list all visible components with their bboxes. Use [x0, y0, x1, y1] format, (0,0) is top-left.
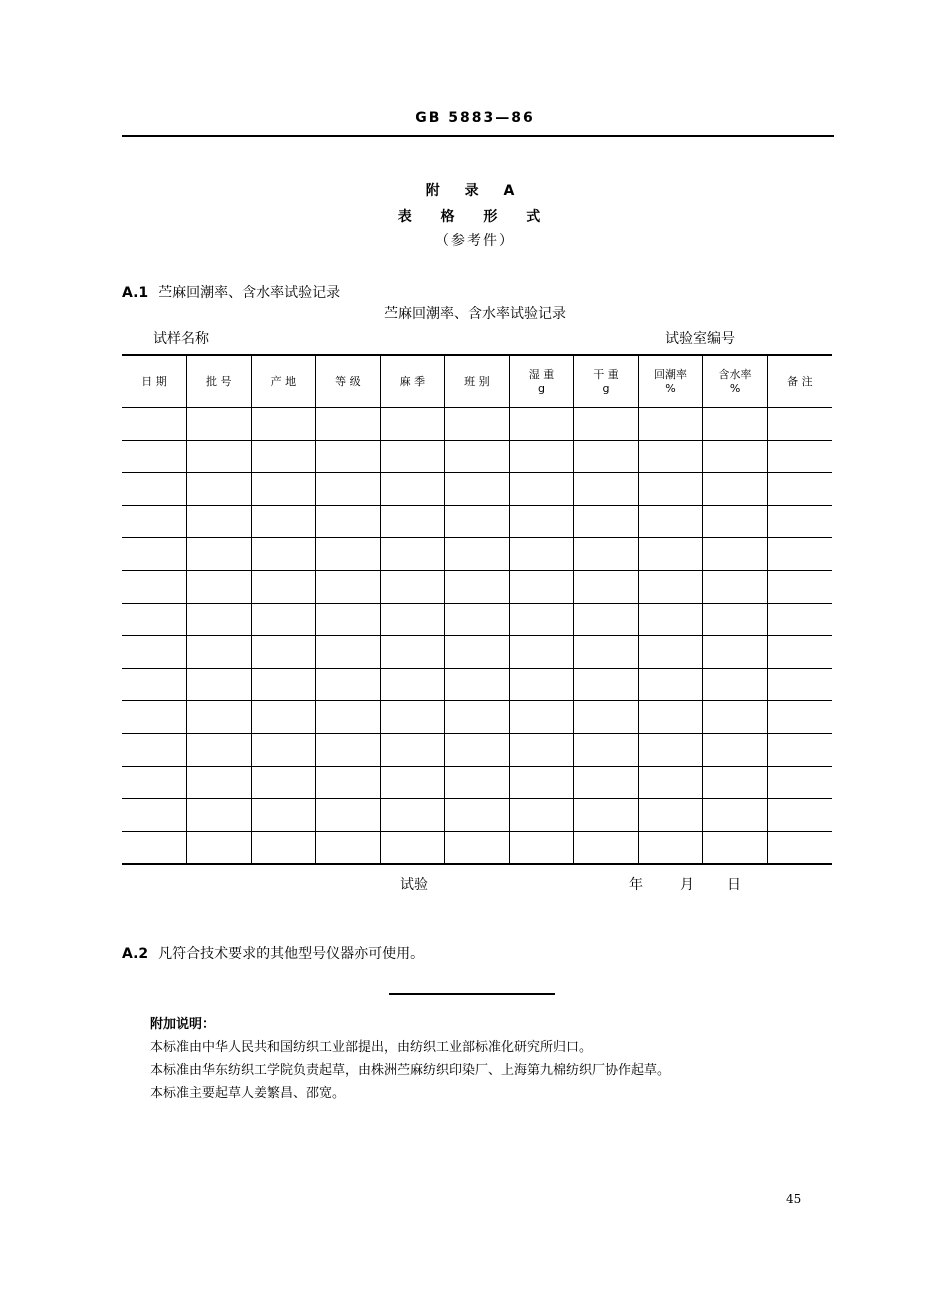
table-cell[interactable]	[509, 440, 574, 473]
table-cell[interactable]	[187, 505, 252, 538]
table-cell[interactable]	[445, 799, 510, 832]
table-cell[interactable]	[122, 831, 187, 864]
signature-day-label: 日	[727, 877, 741, 893]
table-cell[interactable]	[380, 473, 445, 506]
table-cell[interactable]	[638, 603, 703, 636]
table-cell[interactable]	[767, 408, 832, 441]
column-header	[251, 355, 316, 408]
table-cell[interactable]	[316, 701, 381, 734]
table-cell[interactable]	[703, 473, 768, 506]
column-header	[316, 355, 381, 408]
table-cell[interactable]	[767, 766, 832, 799]
table-cell[interactable]	[187, 668, 252, 701]
signature-month-label: 月	[680, 877, 694, 893]
column-header-unit: g	[602, 381, 610, 395]
column-header-label: 麻 季	[399, 374, 426, 388]
table-row	[122, 701, 832, 734]
table-caption: 苎麻回潮率、含水率试验记录	[384, 306, 566, 322]
table-cell[interactable]	[703, 799, 768, 832]
column-header-label: 班 别	[464, 374, 490, 388]
table-cell[interactable]	[574, 636, 639, 669]
table-cell[interactable]	[509, 831, 574, 864]
table-cell[interactable]	[638, 538, 703, 571]
table-row	[122, 733, 832, 766]
table-cell[interactable]	[251, 505, 316, 538]
column-header	[380, 355, 445, 408]
table-cell[interactable]	[767, 831, 832, 864]
table-cell[interactable]	[316, 473, 381, 506]
table-cell[interactable]	[445, 831, 510, 864]
additional-note-line: 本标准由中华人民共和国纺织工业部提出，由纺织工业部标准化研究所归口。	[150, 1040, 593, 1055]
table-cell[interactable]	[251, 636, 316, 669]
column-header-unit: g	[537, 381, 545, 395]
table-cell[interactable]	[251, 733, 316, 766]
table-cell[interactable]	[122, 668, 187, 701]
table-cell[interactable]	[767, 473, 832, 506]
table-cell[interactable]	[445, 505, 510, 538]
record-table	[122, 354, 832, 865]
additional-note-line: 本标准主要起草人姜繁昌、邵宽。	[150, 1086, 346, 1101]
table-cell[interactable]	[187, 701, 252, 734]
table-cell[interactable]	[380, 636, 445, 669]
table-cell[interactable]	[574, 733, 639, 766]
column-header-label: 备 注	[787, 374, 813, 388]
table-cell[interactable]	[509, 473, 574, 506]
table-cell[interactable]	[767, 570, 832, 603]
table-cell[interactable]	[251, 831, 316, 864]
table-cell[interactable]	[122, 473, 187, 506]
table-cell[interactable]	[703, 440, 768, 473]
table-cell[interactable]	[509, 701, 574, 734]
table-cell[interactable]	[638, 831, 703, 864]
table-cell[interactable]	[316, 603, 381, 636]
table-cell[interactable]	[380, 603, 445, 636]
table-cell[interactable]	[574, 799, 639, 832]
page-number: 45	[786, 1192, 802, 1206]
column-header	[187, 355, 252, 408]
table-cell[interactable]	[509, 799, 574, 832]
table-cell[interactable]	[767, 505, 832, 538]
table-cell[interactable]	[187, 473, 252, 506]
table-cell[interactable]	[703, 505, 768, 538]
table-cell[interactable]	[187, 831, 252, 864]
table-row	[122, 636, 832, 669]
table-cell[interactable]	[509, 408, 574, 441]
table-cell[interactable]	[574, 668, 639, 701]
table-cell[interactable]	[509, 538, 574, 571]
section-a2	[122, 943, 424, 963]
section-a1	[122, 282, 340, 302]
table-cell[interactable]	[703, 831, 768, 864]
table-cell[interactable]	[574, 766, 639, 799]
table-cell[interactable]	[316, 733, 381, 766]
table-row	[122, 440, 832, 473]
table-cell[interactable]	[703, 538, 768, 571]
table-cell[interactable]	[574, 603, 639, 636]
table-cell[interactable]	[122, 603, 187, 636]
section-a1-label: A.1	[122, 285, 149, 301]
table-cell[interactable]	[509, 766, 574, 799]
table-cell[interactable]	[445, 636, 510, 669]
table-row	[122, 570, 832, 603]
table-cell[interactable]	[380, 408, 445, 441]
table-cell[interactable]	[574, 831, 639, 864]
table-cell[interactable]	[445, 570, 510, 603]
table-cell[interactable]	[187, 799, 252, 832]
column-header	[122, 355, 187, 408]
table-cell[interactable]	[380, 538, 445, 571]
table-cell[interactable]	[767, 636, 832, 669]
table-cell[interactable]	[767, 603, 832, 636]
table-cell[interactable]	[638, 408, 703, 441]
table-cell[interactable]	[122, 440, 187, 473]
table-cell[interactable]	[316, 570, 381, 603]
table-cell[interactable]	[574, 473, 639, 506]
table-cell[interactable]	[316, 440, 381, 473]
column-header	[767, 355, 832, 408]
column-header-label: 含水率	[718, 367, 752, 381]
table-cell[interactable]	[638, 505, 703, 538]
table-row	[122, 538, 832, 571]
table-cell[interactable]	[187, 538, 252, 571]
table-cell[interactable]	[251, 668, 316, 701]
table-cell[interactable]	[187, 570, 252, 603]
table-cell[interactable]	[509, 636, 574, 669]
table-cell[interactable]	[445, 668, 510, 701]
table-cell[interactable]	[380, 799, 445, 832]
section-a1-text: 苎麻回潮率、含水率试验记录	[158, 285, 341, 301]
table-cell[interactable]	[122, 636, 187, 669]
table-cell[interactable]	[380, 701, 445, 734]
table-cell[interactable]	[703, 570, 768, 603]
table-cell[interactable]	[122, 505, 187, 538]
table-cell[interactable]	[638, 668, 703, 701]
table-cell[interactable]	[380, 831, 445, 864]
section-a2-label: A.2	[122, 946, 149, 962]
table-cell[interactable]	[638, 570, 703, 603]
column-header	[703, 355, 768, 408]
table-cell[interactable]	[316, 505, 381, 538]
table-cell[interactable]	[767, 799, 832, 832]
additional-notes-title: 附加说明：	[150, 1017, 216, 1032]
table-cell[interactable]	[445, 440, 510, 473]
table-cell[interactable]	[187, 636, 252, 669]
table-cell[interactable]	[445, 473, 510, 506]
table-cell[interactable]	[509, 603, 574, 636]
table-cell[interactable]	[445, 603, 510, 636]
table-cell[interactable]	[703, 603, 768, 636]
table-cell[interactable]	[638, 701, 703, 734]
table-cell[interactable]	[767, 440, 832, 473]
lab-number-label: 试验室编号	[665, 331, 735, 347]
table-cell[interactable]	[187, 440, 252, 473]
table-cell[interactable]	[638, 766, 703, 799]
column-header	[638, 355, 703, 408]
table-cell[interactable]	[380, 766, 445, 799]
table-cell[interactable]	[122, 766, 187, 799]
table-cell[interactable]	[380, 440, 445, 473]
table-cell[interactable]	[316, 766, 381, 799]
table-cell[interactable]	[316, 538, 381, 571]
table-cell[interactable]	[316, 799, 381, 832]
table-cell[interactable]	[703, 668, 768, 701]
table-cell[interactable]	[574, 505, 639, 538]
table-cell[interactable]	[380, 505, 445, 538]
table-cell[interactable]	[316, 636, 381, 669]
table-row	[122, 473, 832, 506]
table-cell[interactable]	[187, 766, 252, 799]
table-cell[interactable]	[767, 668, 832, 701]
table-cell[interactable]	[638, 636, 703, 669]
table-cell[interactable]	[316, 668, 381, 701]
appendix-note: （参考件）	[435, 233, 515, 249]
table-row	[122, 831, 832, 864]
table-cell[interactable]	[122, 408, 187, 441]
table-cell[interactable]	[445, 701, 510, 734]
table-cell[interactable]	[251, 701, 316, 734]
table-cell[interactable]	[767, 701, 832, 734]
column-header-label: 批 号	[206, 374, 232, 388]
table-row	[122, 766, 832, 799]
table-cell[interactable]	[445, 408, 510, 441]
table-cell[interactable]	[445, 538, 510, 571]
table-cell[interactable]	[445, 733, 510, 766]
table-cell[interactable]	[767, 538, 832, 571]
table-cell[interactable]	[767, 733, 832, 766]
table-cell[interactable]	[122, 701, 187, 734]
table-cell[interactable]	[380, 570, 445, 603]
column-header-unit: %	[665, 381, 676, 395]
table-row	[122, 668, 832, 701]
table-cell[interactable]	[122, 799, 187, 832]
column-header-label: 回潮率	[654, 367, 688, 381]
table-body	[122, 408, 832, 865]
table-cell[interactable]	[380, 668, 445, 701]
table-cell[interactable]	[638, 733, 703, 766]
table-cell[interactable]	[574, 701, 639, 734]
table-cell[interactable]	[574, 408, 639, 441]
table-cell[interactable]	[251, 473, 316, 506]
table-cell[interactable]	[703, 636, 768, 669]
column-header	[445, 355, 510, 408]
table-cell[interactable]	[122, 538, 187, 571]
table-cell[interactable]	[122, 570, 187, 603]
table-cell[interactable]	[316, 831, 381, 864]
table-cell[interactable]	[574, 538, 639, 571]
column-header-label: 日 期	[141, 374, 167, 388]
table-row	[122, 603, 832, 636]
column-header	[574, 355, 639, 408]
table-cell[interactable]	[509, 733, 574, 766]
signature-test-label: 试验	[400, 877, 428, 893]
table-row	[122, 799, 832, 832]
table-cell[interactable]	[251, 603, 316, 636]
standard-code: GB 5883—86	[415, 110, 535, 126]
table-cell[interactable]	[187, 408, 252, 441]
table-cell[interactable]	[638, 440, 703, 473]
table-cell[interactable]	[187, 733, 252, 766]
column-header	[509, 355, 574, 408]
table-row	[122, 505, 832, 538]
section-a2-text: 凡符合技术要求的其他型号仪器亦可使用。	[158, 946, 425, 962]
table-cell[interactable]	[251, 799, 316, 832]
table-cell[interactable]	[509, 570, 574, 603]
column-header-label: 等 级	[335, 374, 361, 388]
signature-year-label: 年	[629, 877, 643, 893]
table-cell[interactable]	[251, 538, 316, 571]
column-header-label: 干 重	[593, 367, 619, 381]
table-cell[interactable]	[703, 701, 768, 734]
table-cell[interactable]	[509, 668, 574, 701]
table-cell[interactable]	[380, 733, 445, 766]
table-cell[interactable]	[574, 570, 639, 603]
table-cell[interactable]	[122, 733, 187, 766]
additional-note-line: 本标准由华东纺织工学院负责起草，由株洲苎麻纺织印染厂、上海第九棉纺织厂协作起草。	[150, 1063, 671, 1078]
column-header-unit: %	[729, 381, 741, 395]
table-cell[interactable]	[251, 766, 316, 799]
table-cell[interactable]	[187, 603, 252, 636]
table-cell[interactable]	[638, 473, 703, 506]
table-cell[interactable]	[251, 408, 316, 441]
table-cell[interactable]	[251, 570, 316, 603]
table-cell[interactable]	[703, 733, 768, 766]
table-cell[interactable]	[316, 408, 381, 441]
table-header-row	[122, 355, 832, 408]
header-divider	[122, 135, 834, 137]
appendix-subtitle: 表 格 形 式	[397, 209, 553, 225]
table-cell[interactable]	[703, 766, 768, 799]
sample-name-label: 试样名称	[153, 331, 209, 347]
column-header-label: 产 地	[270, 374, 297, 388]
table-row	[122, 408, 832, 441]
table-cell[interactable]	[638, 799, 703, 832]
table-cell[interactable]	[703, 408, 768, 441]
table-cell[interactable]	[509, 505, 574, 538]
table-cell[interactable]	[445, 766, 510, 799]
appendix-title: 附 录 A	[425, 183, 525, 199]
section-divider	[389, 993, 555, 995]
table-cell[interactable]	[251, 440, 316, 473]
table-cell[interactable]	[574, 440, 639, 473]
column-header-label: 湿 重	[528, 367, 555, 381]
